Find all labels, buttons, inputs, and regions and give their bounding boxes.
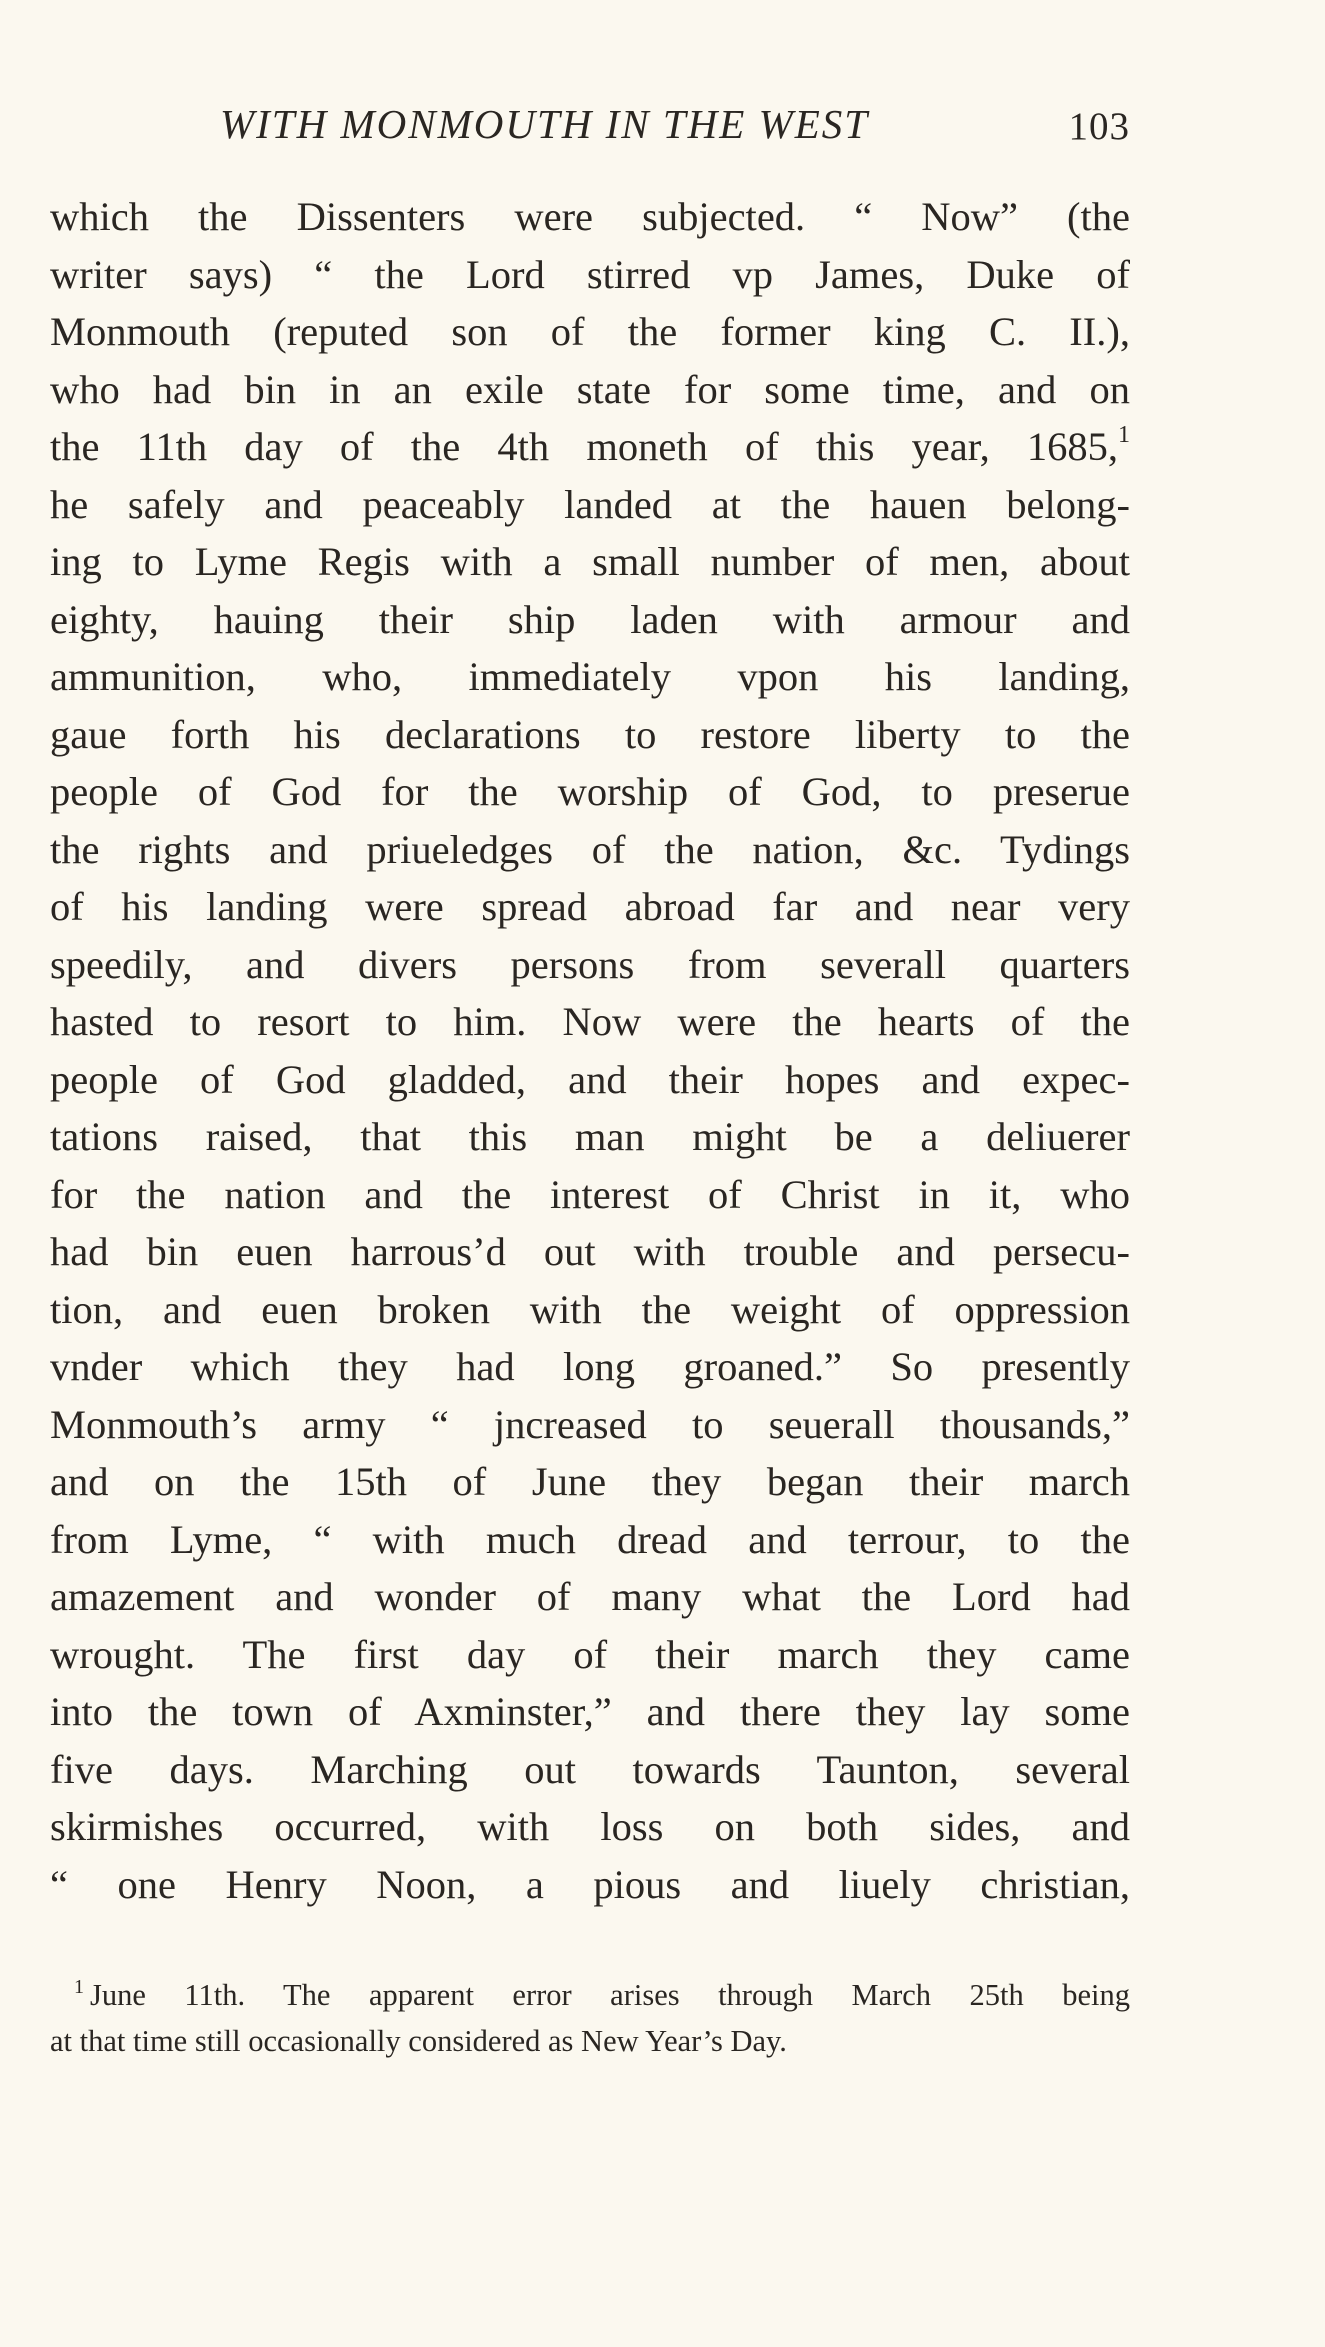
text-line-with-footnote-ref: [50, 418, 1130, 476]
running-title: WITH MONMOUTH IN THE WEST: [220, 101, 870, 147]
page-number: 103: [1068, 105, 1130, 148]
text-line: amazement and wonder of many what the Lord had: [50, 1574, 1130, 1619]
text-line: skirmishes occurred, with loss on both sides, and: [50, 1804, 1130, 1849]
footnote-line: [50, 1972, 1130, 2018]
text-line: writer says) “ the Lord stirred vp James, Duke of: [50, 251, 1130, 297]
text-line: speedily, and divers persons from severall quarters: [50, 941, 1130, 987]
text-line: from Lyme, “ with much dread and terrour, to the: [50, 1516, 1130, 1562]
text-line: hasted to resort to him. Now were the hearts of the: [50, 999, 1130, 1044]
text-line: eighty, hauing their ship laden with armour and: [50, 596, 1130, 642]
body-text: [50, 188, 1130, 1913]
footnotes: [50, 1972, 1130, 2064]
text-line: wrought. The first day of their march they came: [50, 1631, 1130, 1677]
footnote-text: June 11th. The apparent error arises through March 25th being: [90, 1978, 1130, 2012]
text-line: Monmouth’s army “ jncreased to seuerall thousands,”: [50, 1401, 1130, 1447]
text-line: gaue forth his declarations to restore liberty to the: [50, 711, 1130, 757]
text-line-content: the 11th day of the 4th moneth of this year, 1685,: [50, 424, 1118, 469]
text-line: and on the 15th of June they began their march: [50, 1459, 1130, 1504]
text-line: “ one Henry Noon, a pious and liuely christian,: [50, 1861, 1130, 1907]
text-line: into the town of Axminster,” and there they lay some: [50, 1689, 1130, 1734]
footnote-marker: 1: [74, 1976, 84, 1998]
page-header: [50, 100, 1130, 160]
text-line: tion, and euen broken with the weight of oppression: [50, 1286, 1130, 1332]
text-line: for the nation and the interest of Christ in it, who: [50, 1171, 1130, 1217]
text-line: he safely and peaceably landed at the hauen belong-: [50, 481, 1130, 527]
text-line: of his landing were spread abroad far and near very: [50, 884, 1130, 929]
text-line: people of God gladded, and their hopes and expec-: [50, 1056, 1130, 1102]
footnote-reference: 1: [1118, 422, 1130, 448]
text-line: had bin euen harrous’d out with trouble and persecu-: [50, 1229, 1130, 1274]
text-line: people of God for the worship of God, to preserue: [50, 769, 1130, 814]
text-line: ammunition, who, immediately vpon his landing,: [50, 654, 1130, 699]
text-line: who had bin in an exile state for some time, and on: [50, 366, 1130, 412]
text-line: vnder which they had long groaned.” So presently: [50, 1344, 1130, 1389]
text-line: ing to Lyme Regis with a small number of men, about: [50, 539, 1130, 584]
text-line: Monmouth (reputed son of the former king C. II.),: [50, 309, 1130, 354]
text-line: which the Dissenters were subjected. “ Now” (the: [50, 194, 1130, 239]
text-line: the rights and priueledges of the nation, &c. Tydings: [50, 826, 1130, 872]
text-line: five days. Marching out towards Taunton, several: [50, 1746, 1130, 1792]
footnote-line: at that time still occasionally considered as New Year’s Day.: [50, 2024, 787, 2058]
text-line: tations raised, that this man might be a deliuerer: [50, 1114, 1130, 1159]
